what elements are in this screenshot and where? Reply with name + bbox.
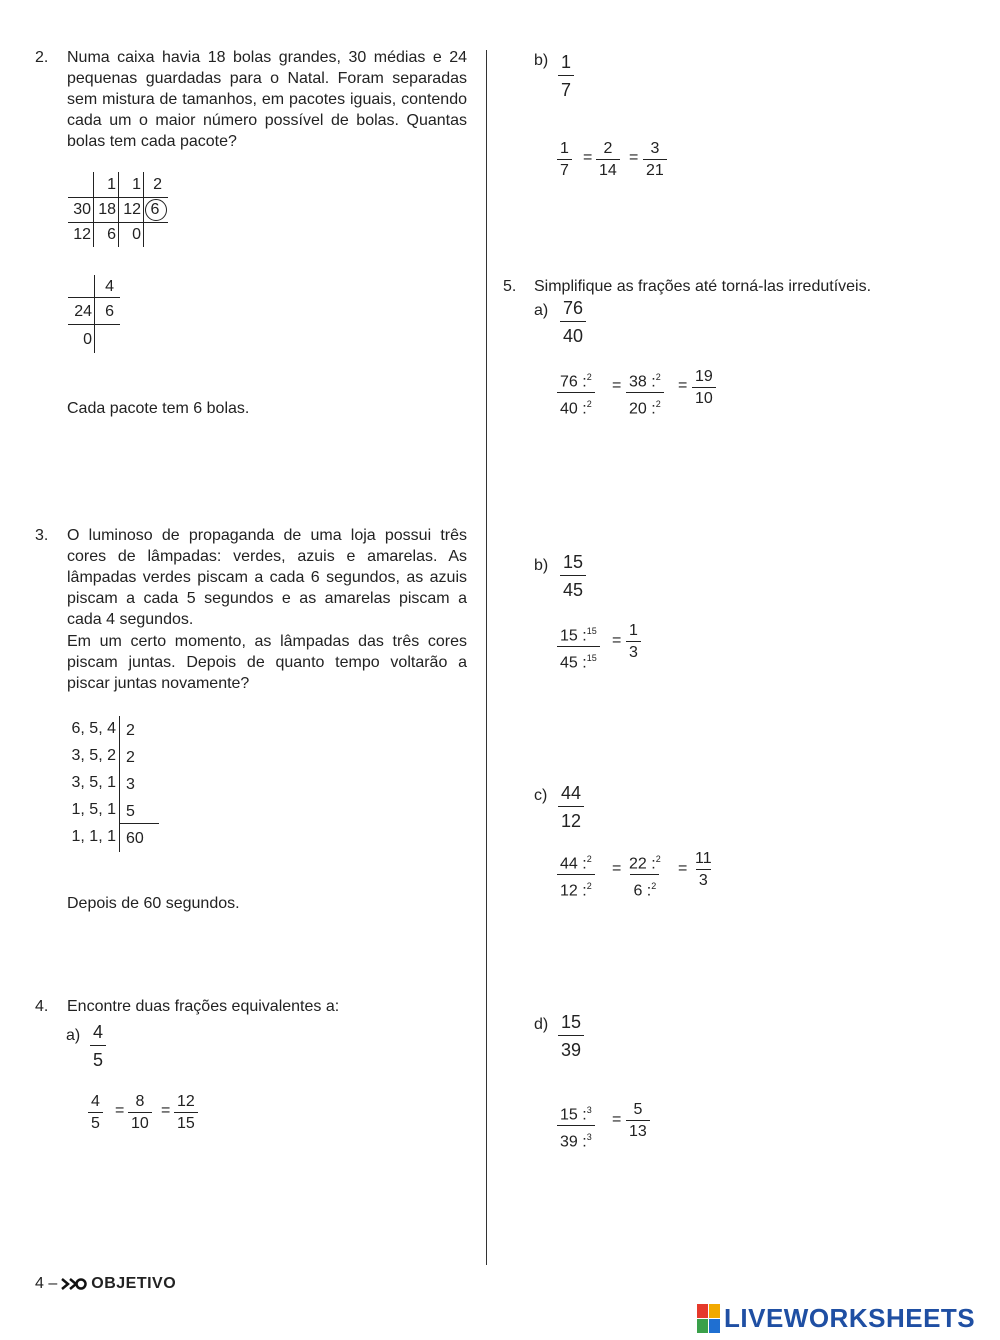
q3-row-right: 3 bbox=[126, 776, 135, 793]
q3-row-left: 6, 5, 4 bbox=[71, 720, 116, 737]
q2-dividend: 30 bbox=[73, 201, 91, 218]
q4a-fraction: 4 5 bbox=[90, 1020, 106, 1072]
objetivo-logo-icon bbox=[61, 1277, 87, 1291]
q4b-label: b) bbox=[534, 52, 549, 69]
q3-row-right: 60 bbox=[126, 830, 144, 847]
q4-number: 4. bbox=[35, 998, 49, 1015]
q2-text: Numa caixa havia 18 bolas grandes, 30 médias e 24 pequenas guardadas para o Natal. Foram separadas sem mistura de tamanhos, em pacotes iguais, contendo cada um o maior número possível de bolas. Quantas bolas tem cada pacote? bbox=[67, 49, 467, 150]
q3-number: 3. bbox=[35, 527, 49, 544]
q5a-label: a) bbox=[534, 302, 549, 319]
column-divider bbox=[486, 50, 487, 1265]
page-footer bbox=[35, 1273, 176, 1294]
q4b-fraction: 1 7 bbox=[558, 50, 574, 102]
q2-div-remainder: 0 bbox=[83, 331, 92, 348]
q3-text-2: Em um certo momento, as lâmpadas das três cores piscam juntas. Depois de quanto tempo voltarão a piscar juntas novamente? bbox=[67, 633, 467, 692]
q2-answer: Cada pacote tem 6 bolas. bbox=[67, 400, 250, 417]
brand-name: OBJETIVO bbox=[91, 1274, 177, 1292]
q5b-label: b) bbox=[534, 557, 549, 574]
q3-text: O luminoso de propaganda de uma loja possui três cores de lâmpadas: verdes, azuis e amarelas. As lâmpadas verdes piscam a cada 6 segundos, as azuis piscam a cada 5 segundos e as amarelas piscam a cada 4 segundos. bbox=[67, 527, 467, 628]
q2-remainder: 6 bbox=[107, 226, 116, 243]
q3-row-right: 2 bbox=[126, 749, 135, 766]
q3-row-right: 5 bbox=[126, 803, 135, 820]
q2-remainder: 0 bbox=[132, 226, 141, 243]
q5c-fraction: 44 12 bbox=[558, 781, 584, 833]
q2-div-quotient: 4 bbox=[105, 278, 114, 295]
liveworksheets-watermark bbox=[697, 1303, 975, 1334]
page-number: 4 – bbox=[35, 1275, 58, 1292]
q5b-fraction: 15 45 bbox=[560, 550, 586, 602]
q5a-fraction: 76 40 bbox=[560, 296, 586, 348]
q5-text: Simplifique as frações até torná-las irredutíveis. bbox=[534, 278, 872, 295]
q2-quotient: 2 bbox=[153, 176, 162, 193]
q3-row-right: 2 bbox=[126, 722, 135, 739]
q3-row-left: 1, 1, 1 bbox=[71, 828, 116, 845]
q3-row-left: 3, 5, 2 bbox=[71, 747, 116, 764]
q3-answer: Depois de 60 segundos. bbox=[67, 895, 240, 912]
q5-number: 5. bbox=[503, 278, 517, 295]
q2-quotient: 1 bbox=[107, 176, 116, 193]
q2-dividend: 12 bbox=[123, 201, 141, 218]
q2-gcd-result: 6 bbox=[150, 201, 160, 218]
q2-remainder: 12 bbox=[73, 226, 91, 243]
q2-dividend: 18 bbox=[98, 201, 116, 218]
q4a-label: a) bbox=[66, 1027, 81, 1044]
q2-number: 2. bbox=[35, 49, 49, 66]
q2-div-divisor: 6 bbox=[105, 303, 114, 320]
q4-text: Encontre duas frações equivalentes a: bbox=[67, 998, 340, 1015]
q5c-label: c) bbox=[534, 787, 548, 804]
watermark-text: LIVEWORKSHEETS bbox=[724, 1303, 976, 1333]
q3-row-left: 1, 5, 1 bbox=[71, 801, 116, 818]
q5d-label: d) bbox=[534, 1016, 549, 1033]
q2-quotient: 1 bbox=[132, 176, 141, 193]
liveworksheets-logo-icon bbox=[697, 1304, 721, 1334]
q3-row-left: 3, 5, 1 bbox=[71, 774, 116, 791]
q5d-fraction: 15 39 bbox=[558, 1010, 584, 1062]
q2-div-dividend: 24 bbox=[74, 303, 92, 320]
